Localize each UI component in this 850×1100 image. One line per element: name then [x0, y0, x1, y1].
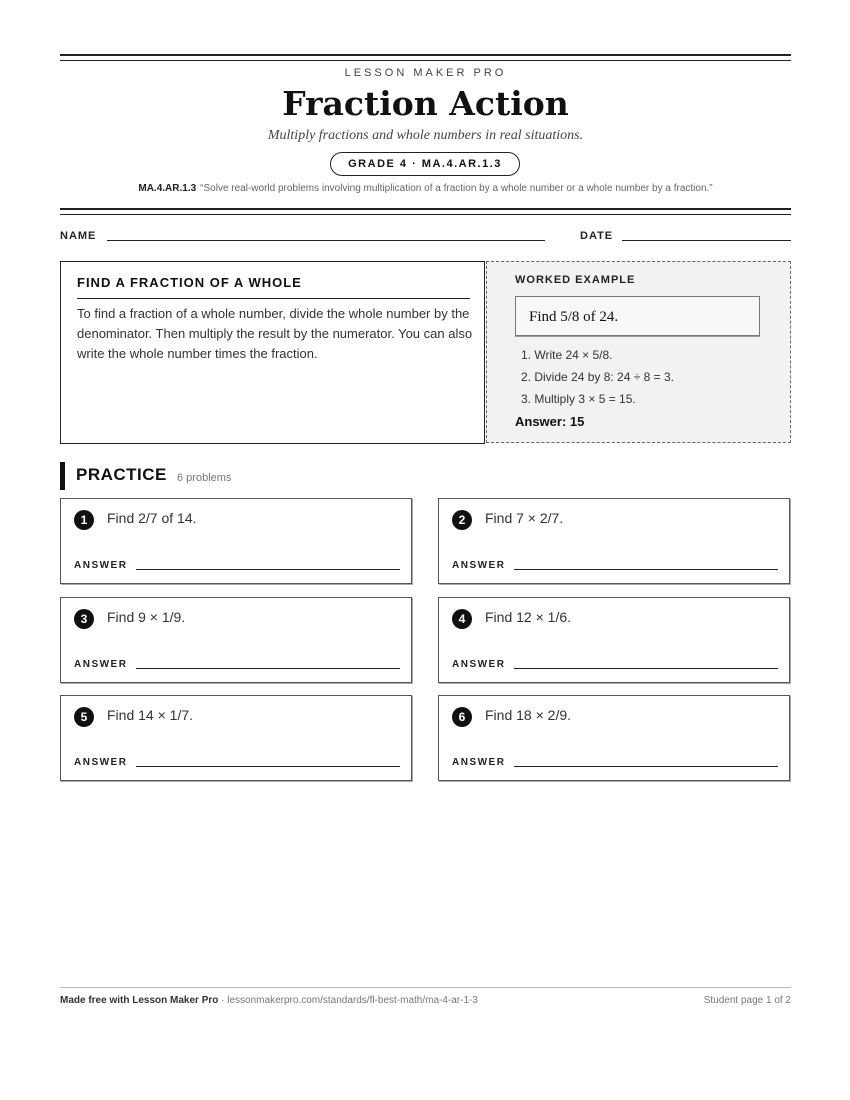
problem-card — [438, 695, 790, 781]
example-answer: Answer: 15 — [515, 414, 585, 429]
answer-field[interactable] — [136, 668, 400, 669]
concept-heading: FIND A FRACTION OF A WHOLE — [77, 275, 302, 290]
concept-heading-rule — [77, 298, 470, 299]
standard-code: MA.4.AR.1.3 — [138, 183, 197, 194]
problem-card — [438, 498, 790, 584]
problem-card — [60, 498, 412, 584]
answer-field[interactable] — [514, 569, 778, 570]
concept-body: To find a fraction of a whole number, divide the whole number by the denominator. Then multiply the result by the numerator. You can also write the whole number times the fraction. — [77, 306, 473, 361]
name-field[interactable] — [107, 240, 545, 241]
footer-page-number: Student page 1 of 2 — [703, 995, 791, 1006]
problem-number: 4 — [452, 609, 472, 629]
footer-made-with: Made free with Lesson Maker Pro — [60, 995, 219, 1006]
problem-number: 3 — [74, 609, 94, 629]
problem-question: Find 14 × 1/7. — [107, 707, 194, 723]
problem-question: Find 2/7 of 14. — [107, 510, 197, 526]
problem-card — [438, 597, 790, 683]
problem-question: Find 12 × 1/6. — [485, 609, 572, 625]
practice-count: 6 problems — [177, 472, 232, 484]
answer-field[interactable] — [136, 766, 400, 767]
worked-example-box — [486, 261, 791, 443]
footer-credit — [60, 995, 478, 1006]
answer-field[interactable] — [514, 766, 778, 767]
footer-url[interactable]: · lessonmakerpro.com/standards/fl-best-math/ma-4-ar-1-3 — [218, 995, 478, 1006]
problem-number: 5 — [74, 707, 94, 727]
concept-box — [60, 261, 485, 444]
worksheet-page — [60, 0, 791, 1100]
problem-question: Find 7 × 2/7. — [485, 510, 564, 526]
example-steps — [521, 344, 674, 410]
problem-card — [60, 695, 412, 781]
standard-line — [60, 183, 791, 194]
example-prompt: Find 5/8 of 24. — [515, 296, 760, 336]
answer-field[interactable] — [136, 569, 400, 570]
standard-text: “Solve real-world problems involving multiplication of a fraction by a whole number or a whole number by a fraction.” — [200, 183, 713, 194]
example-step: 3. Multiply 3 × 5 = 15. — [521, 392, 636, 406]
answer-label: ANSWER — [74, 560, 128, 571]
name-label: NAME — [60, 230, 97, 242]
header-double-rule — [60, 208, 791, 215]
worksheet-title: Fraction Action — [282, 84, 569, 123]
problem-number: 2 — [452, 510, 472, 530]
grade-badge: GRADE 4 · MA.4.AR.1.3 — [330, 152, 520, 176]
example-step: 1. Write 24 × 5/8. — [521, 348, 613, 362]
answer-label: ANSWER — [74, 659, 128, 670]
practice-accent-bar — [60, 462, 65, 490]
problem-number: 1 — [74, 510, 94, 530]
answer-label: ANSWER — [452, 757, 506, 768]
problem-number: 6 — [452, 707, 472, 727]
problem-question: Find 9 × 1/9. — [107, 609, 186, 625]
problem-card — [60, 597, 412, 683]
worksheet-subtitle: Multiply fractions and whole numbers in real situations. — [267, 128, 584, 143]
answer-label: ANSWER — [452, 659, 506, 670]
answer-label: ANSWER — [452, 560, 506, 571]
top-double-rule — [60, 54, 791, 61]
date-label: DATE — [580, 230, 614, 242]
practice-title: PRACTICE — [76, 465, 167, 484]
problem-question: Find 18 × 2/9. — [485, 707, 572, 723]
example-step: 2. Divide 24 by 8: 24 ÷ 8 = 3. — [521, 370, 675, 384]
date-field[interactable] — [622, 240, 791, 241]
answer-label: ANSWER — [74, 757, 128, 768]
example-heading: WORKED EXAMPLE — [515, 274, 636, 286]
brand-name: LESSON MAKER PRO — [344, 67, 507, 79]
answer-field[interactable] — [514, 668, 778, 669]
footer-rule — [60, 987, 791, 988]
